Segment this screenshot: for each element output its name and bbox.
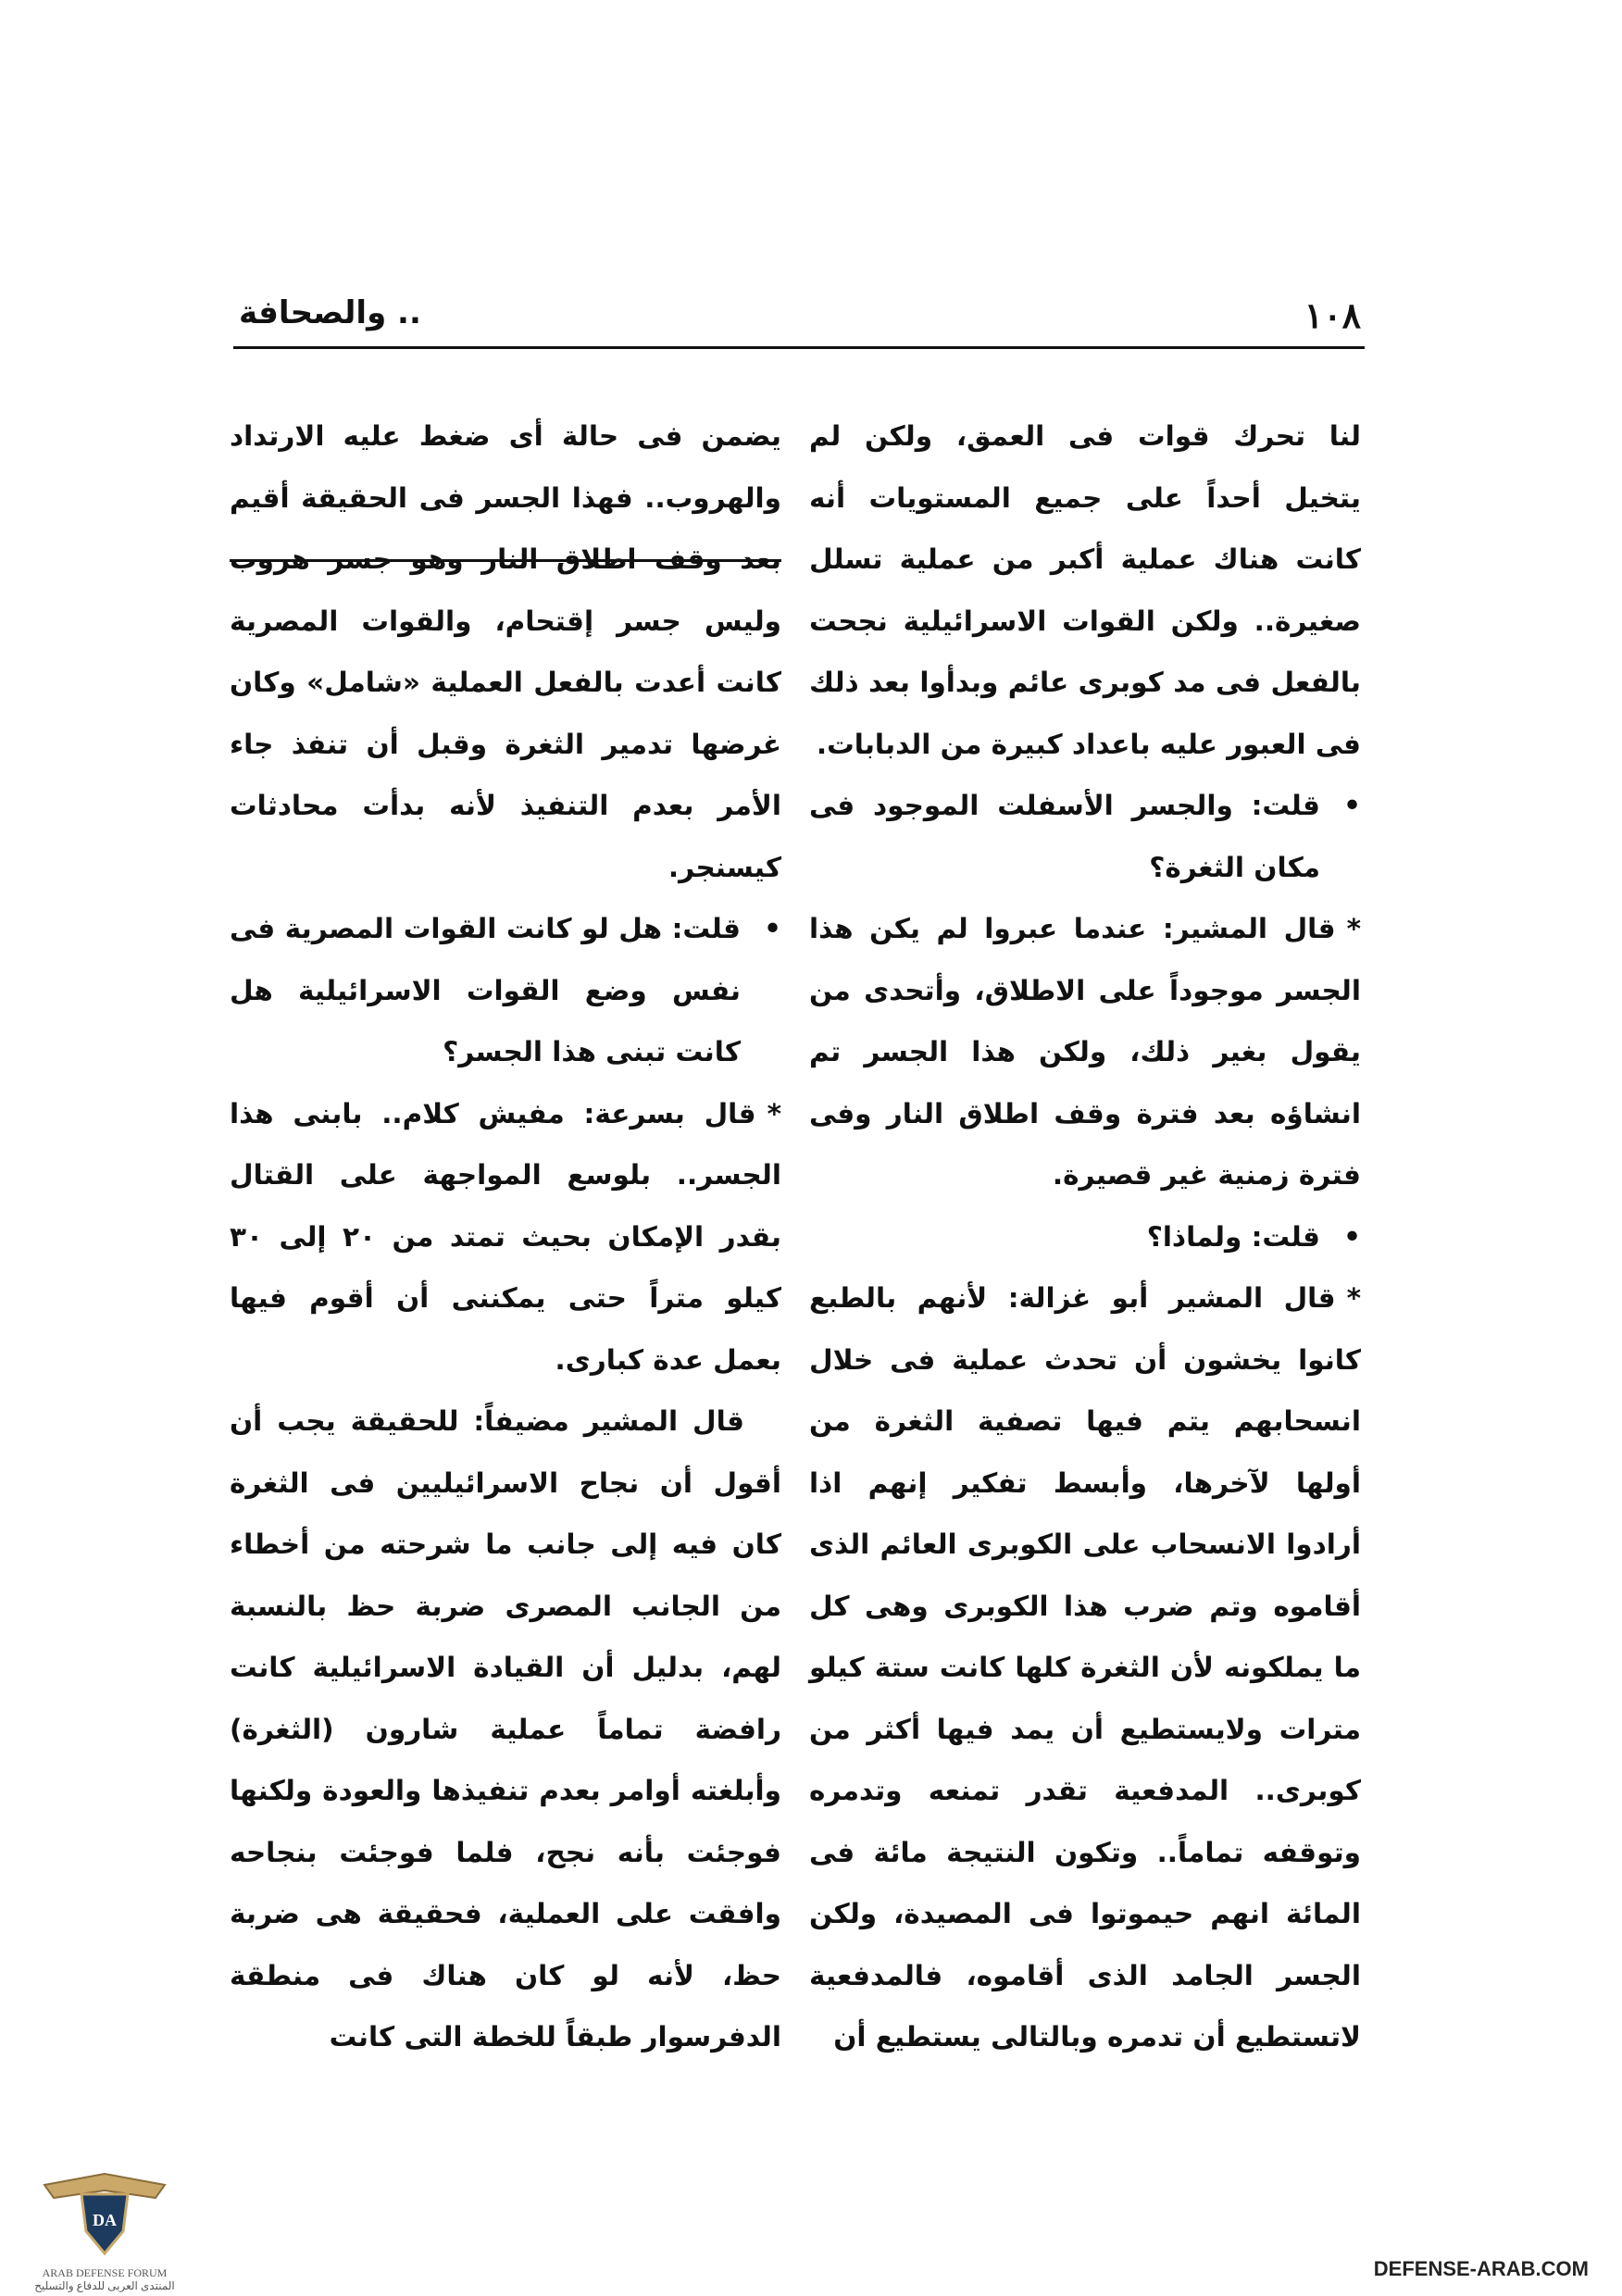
star-icon: * (1346, 913, 1361, 944)
shield-icon (26, 2157, 183, 2266)
question-paragraph (809, 1206, 1361, 1268)
right-column (809, 406, 1361, 2068)
header-rule (233, 346, 1365, 349)
paragraph: لنا تحرك قوات فى العمق، ولكن لم يتخيل أحداً على جميع المستويات أنه كانت هناك عملية أكبر من عملية تسلل صغيرة.. ولكن القوات الاسرائيلية نجحت بالفعل فى مد كوبرى عائم وبدأوا بعد ذلك فى العبور عليه باعداد كبيرة من الدبابات. (809, 420, 1361, 760)
question-paragraph (809, 775, 1361, 898)
bullet-icon: • (764, 913, 781, 944)
answer-text: قال المشير: عندما عبروا لم يكن هذا الجسر موجوداً على الاطلاق، وأتحدى من يقول بغير ذلك، ولكن هذا الجسر تم انشاؤه بعد فترة وقف اطلاق النار وفى فترة زمنية غير قصيرة. (809, 913, 1361, 1191)
answer-text: قال بسرعة: مفيش كلام.. بابنى هذا الجسر.. بلوسع المواجهة على القتال بقدر الإمكان بحيث تمتد من ٢٠ إلى ٣٠ كيلو متراً حتى يمكننى أن أقوم فيها بعمل عدة كبارى. (230, 1097, 781, 1376)
star-icon: * (1346, 1282, 1361, 1314)
paragraph: قال المشير مضيفاً: للحقيقة يجب أن أقول أن نجاح الاسرائيليين فى الثغرة كان فيه إلى جانب ما شرحته من أخطاء من الجانب المصرى ضربة حظ بالنسبة لهم، بدليل أن القيادة الاسرائيلية كانت رافضة تماماً عملية شارون (الثغرة) وأبلغته أوامر بعدم تنفيذها والعودة ولكنها فوجئت بأنه نجح، فلما فوجئت بنجاحه وافقت على العملية، فحقيقة هى ضربة حظ، لأنه لو كان هناك فى منطقة الدفرسوار طبقاً للخطة التى كانت (230, 1405, 781, 2053)
paragraph-text: يضمن فى حالة أى ضغط عليه الارتداد والهروب.. فهذا الجسر فى الحقيقة أقيم (230, 420, 781, 514)
struck-text: بعد وقف اطلاق النار وهو جسر هروب (230, 543, 781, 575)
paragraph-text: وليس جسر إقتحام، والقوات المصرية كانت أعدت بالفعل العملية «شامل» وكان غرضها تدمير الثغرة وقبل أن تنفذ جاء الأمر بعدم التنفيذ لأنه بدأت محادثات كيسنجر. (230, 605, 781, 883)
question-text: قلت: هل لو كانت القوات المصرية فى نفس وضع القوات الاسرائيلية هل كانت تبنى هذا الجسر؟ (230, 913, 741, 1067)
logo-arabic: المنتدى العربى للدفاع والتسليح (34, 2279, 175, 2292)
bullet-icon: • (1343, 790, 1361, 821)
star-icon: * (767, 1097, 781, 1129)
left-column (230, 406, 781, 2068)
running-title: .. والصحافة (239, 294, 421, 331)
page-number: ١٠٨ (1304, 294, 1361, 336)
answer-text: قال المشير أبو غزالة: لأنهم بالطبع كانوا يخشون أن تحدث عملية فى خلال انسحابهم يتم فيها تصفية الثغرة من أولها لآخرها، وأبسط تفكير إنهم اذا أرادوا الانسحاب على الكوبرى العائم الذى أقاموه وتم ضرب هذا الكوبرى وهى كل ما يملكونه لأن الثغرة كلها كانت ستة كيلو مترات ولايستطيع أن يمد فيها أكثر من كوبرى.. المدفعية تقدر تمنعه وتدمره وتوقفه تماماً.. وتكون النتيجة مائة فى المائة انهم حيموتوا فى المصيدة، ولكن الجسر الجامد الذى أقاموه، فالمدفعية لاتستطيع أن تدمره وبالتالى يستطيع أن (809, 1282, 1361, 2053)
forum-logo (26, 2157, 183, 2296)
answer-paragraph (230, 1083, 781, 1391)
question-text: قلت: والجسر الأسفلت الموجود فى مكان الثغرة؟ (809, 790, 1320, 883)
paragraph (230, 406, 781, 898)
logo-caption (26, 2266, 183, 2292)
answer-paragraph (809, 898, 1361, 1206)
logo-initials: DA (93, 2211, 117, 2229)
page-header (239, 294, 1361, 343)
question-paragraph (230, 898, 781, 1083)
logo-text: ARAB DEFENSE FORUM (42, 2266, 168, 2279)
answer-paragraph (809, 1267, 1361, 2068)
bullet-icon: • (1343, 1220, 1361, 1253)
question-text: قلت: ولماذا؟ (1146, 1220, 1320, 1253)
site-watermark: DEFENSE-ARAB.COM (1373, 2257, 1589, 2280)
